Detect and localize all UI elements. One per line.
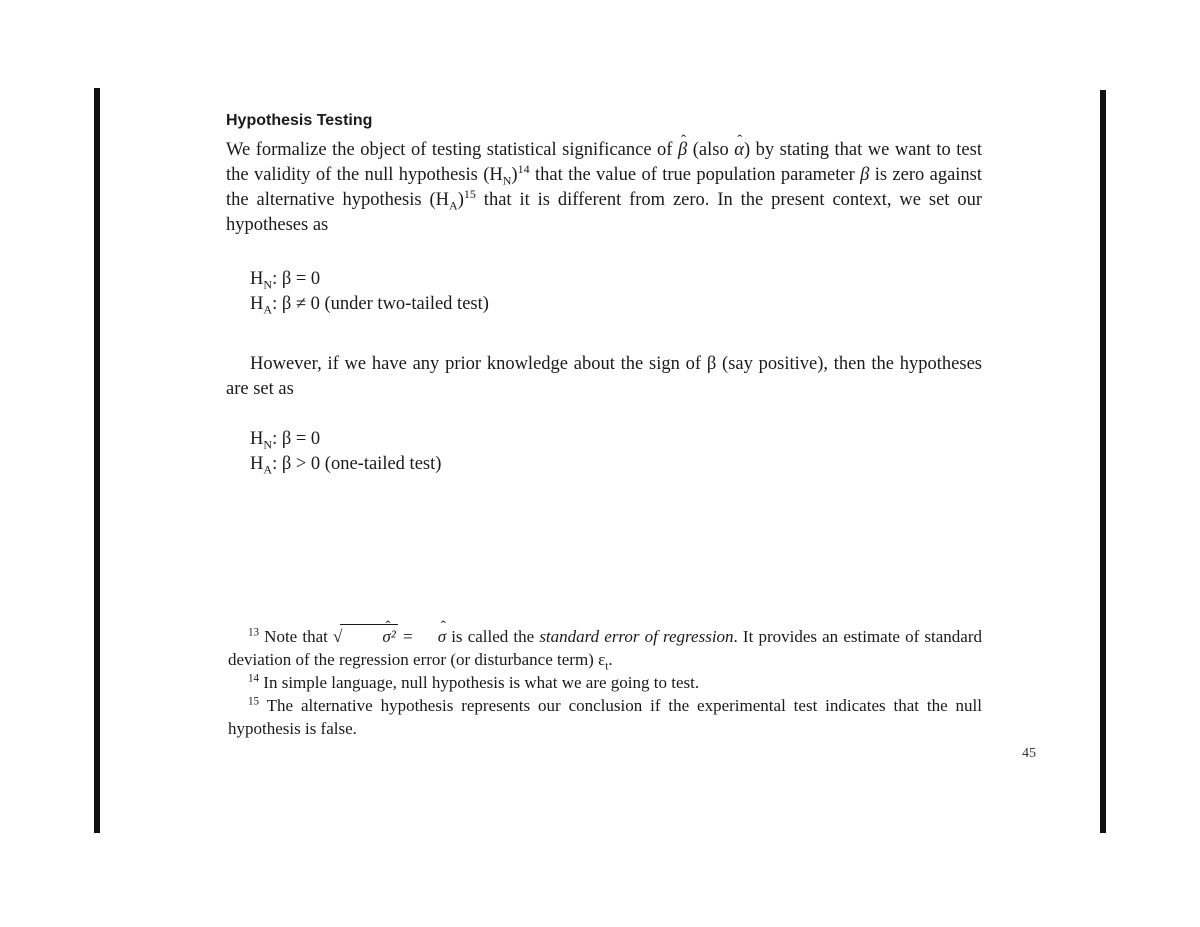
sigma-hat-squared: ˆ σ² <box>362 625 395 648</box>
footnote-text: is called the <box>446 627 540 646</box>
footnote-13 <box>228 624 982 671</box>
intro-text-1: We formalize the object of testing statistical significance of <box>226 140 678 160</box>
intro-text-8: that it is different from zero. In the present context, we set our hypotheses as <box>226 190 982 235</box>
hyp-h: H <box>250 429 264 449</box>
intro-paragraph <box>226 138 982 238</box>
hyp-h: H <box>250 294 264 314</box>
sqrt-symbol: √ <box>333 627 343 646</box>
sigma-hat: ˆ σ <box>418 625 446 648</box>
footnote-ref-15[interactable]: 15 <box>463 186 476 201</box>
hyp-h: H <box>250 269 264 289</box>
alt-hypothesis-line <box>250 292 489 317</box>
footnotes <box>228 624 982 740</box>
hyp-rest: : β = 0 <box>272 429 321 449</box>
sqrt-body <box>340 624 397 648</box>
null-hypothesis-line <box>250 267 489 292</box>
one-tailed-hypotheses <box>250 427 441 477</box>
footnote-ref-14[interactable]: 14 <box>517 161 530 176</box>
intro-text-6: is zero against the alternative hypothesis (H <box>226 165 983 210</box>
footnote-text: . It provides an estimate of standard deviation of the regression error (or disturbance term) ε <box>228 627 982 669</box>
footnote-text: Note that <box>259 627 333 646</box>
left-margin-rule <box>94 88 100 833</box>
footnote-text: The alternative hypothesis represents our conclusion if the experimental test indicates that the null hypothesis is false. <box>228 696 982 738</box>
footnote-number: 13 <box>248 626 260 639</box>
section-heading: Hypothesis Testing <box>226 112 373 129</box>
hyp-sub: A <box>263 462 273 477</box>
equals-sign: = <box>397 627 418 646</box>
intro-text-5: that the value of true population parameter <box>529 165 861 185</box>
beta-symbol: β <box>860 165 870 185</box>
hyp-sub: A <box>263 302 273 317</box>
hyp-rest: : β ≠ 0 (under two-tailed test) <box>272 294 489 314</box>
alpha-hat-symbol: ˆ α <box>734 138 744 163</box>
prior-knowledge-paragraph: However, if we have any prior knowledge about the sign of β (say positive), then the hypotheses are set as <box>226 354 982 399</box>
beta-hat-symbol: ˆ β <box>678 138 687 163</box>
footnote-14 <box>228 671 982 694</box>
null-subscript: N <box>502 173 512 188</box>
page-number: 45 <box>1022 746 1036 761</box>
epsilon-subscript: t <box>605 660 609 673</box>
footnote-15 <box>228 694 982 740</box>
intro-text-4: ) <box>511 165 518 185</box>
footnote-number: 14 <box>248 672 260 685</box>
intro-text-7: ) <box>457 190 464 210</box>
hyp-sub: N <box>263 277 273 292</box>
two-tailed-hypotheses <box>250 267 489 317</box>
intro-text-2: (also <box>687 140 735 160</box>
alt-hypothesis-line <box>250 452 441 477</box>
footnote-number: 15 <box>248 695 260 708</box>
right-margin-rule <box>1100 90 1106 833</box>
alt-subscript: A <box>449 198 458 213</box>
hyp-rest: : β = 0 <box>272 269 321 289</box>
footnote-text: In simple language, null hypothesis is what we are going to test. <box>259 673 700 692</box>
hyp-h: H <box>250 454 264 474</box>
intro-text-3: ) by stating that we want to test the validity of the null hypothesis (H <box>226 140 982 185</box>
hyp-sub: N <box>263 437 273 452</box>
hyp-rest: : β > 0 (one-tailed test) <box>272 454 442 474</box>
footnote-text: . <box>608 650 613 669</box>
null-hypothesis-line <box>250 427 441 452</box>
term-standard-error: standard error of regression <box>539 627 734 646</box>
